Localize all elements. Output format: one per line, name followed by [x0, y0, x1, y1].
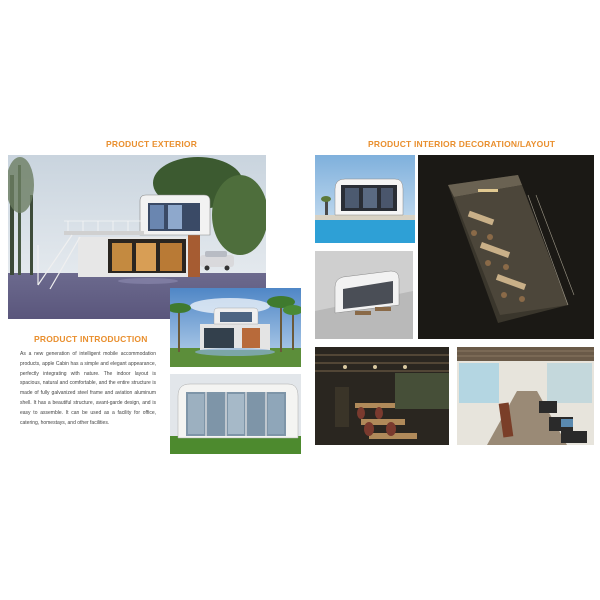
- introduction-heading: PRODUCT INTRODUCTION: [34, 334, 148, 344]
- exterior-photo-tropical: [170, 288, 301, 367]
- exterior-photo-lawn: [170, 374, 301, 454]
- interior-heading: PRODUCT INTERIOR DECORATION/LAYOUT: [368, 139, 556, 149]
- interior-photo-pool-cabin: [315, 155, 415, 243]
- exterior-heading: PRODUCT EXTERIOR: [106, 139, 198, 149]
- interior-photo-cabin-render: [315, 251, 413, 339]
- interior-photo-3d-layout: [418, 155, 594, 339]
- introduction-paragraph: As a new generation of intelligent mobile accommodation products, apple Cabin has a simple and elegant appearance, perfectly integrating with nature. The indoor layout is spacious, natural and comfortable, and the entire structure is made of fully galvanized steel frame and aviation aluminum shell. It has a beautiful structure, avant-garde design, and is easy to assemble. It can be used as a facility for office, catering, homestays, and other facilities.: [20, 351, 156, 426]
- interior-photo-office: [457, 347, 594, 445]
- interior-photo-restaurant: [315, 347, 449, 445]
